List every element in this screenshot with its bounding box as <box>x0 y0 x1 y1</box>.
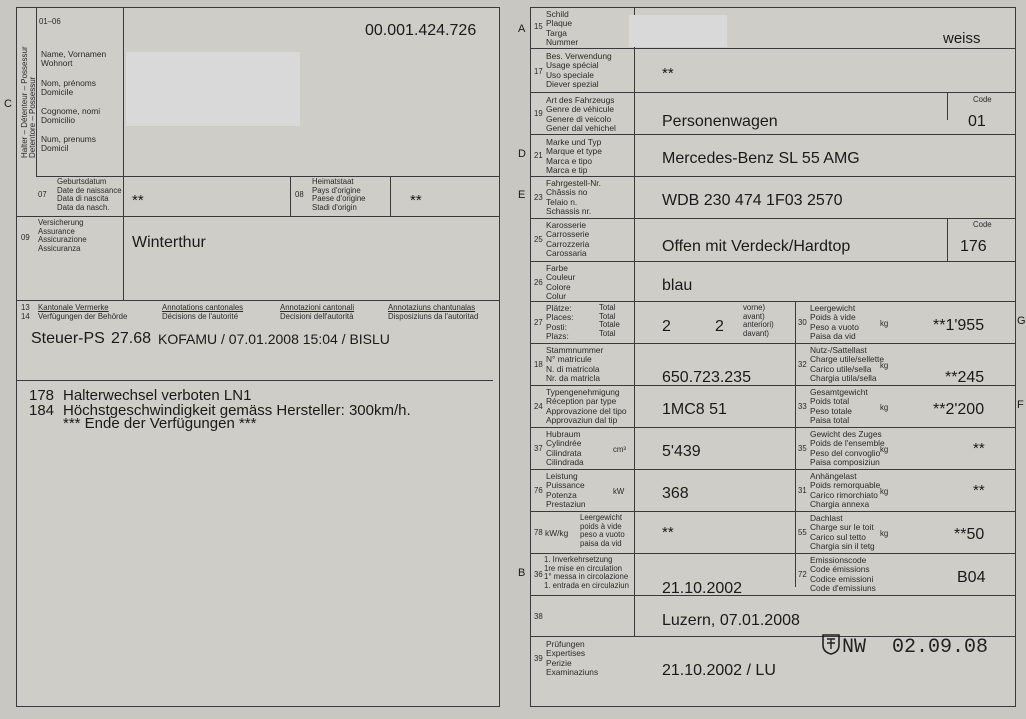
field-39-number: 39 <box>534 654 543 663</box>
field-35-unit: kg <box>880 445 889 454</box>
body-type-code: 176 <box>960 238 987 255</box>
margin-letter-a: A <box>518 23 526 35</box>
field-25-label: Karosserie Carrosserie Carrozzeria Carossaria <box>546 220 590 259</box>
line-37 <box>531 427 1015 428</box>
field-72-label: Emissionscode Code émissions Codice emissioni Code d'emissiuns <box>810 555 876 594</box>
field-30-label: Leergewicht Poids à vide Peso a vuoto Paisa da vid <box>810 303 859 342</box>
field-33-number: 33 <box>798 402 807 411</box>
field-76-number: 76 <box>534 486 543 495</box>
field-55-number: 55 <box>798 528 807 537</box>
field-07-label: Geburtsdatum Date de naissance Data di nascita Data da nasch. <box>57 177 122 212</box>
stamp-canton: NW <box>842 636 867 659</box>
color-value: blau <box>662 277 693 294</box>
margin-letter-e: E <box>518 189 526 201</box>
margin-letter-b: B <box>518 567 526 579</box>
holder-label-rm: Num, prenums Domicil <box>41 134 96 154</box>
field-33-label: Gesamtgewicht Poids total Peso totale Paisa total <box>810 387 868 426</box>
tax-hp-value: 27.68 <box>111 330 152 347</box>
authority-decisions-de: Verfügungen der Behörde <box>38 312 128 321</box>
field-31-unit: kg <box>880 487 889 496</box>
cantonal-notes-rm: Annotaziuns chantunalas <box>388 303 476 312</box>
field-17-number: 17 <box>534 67 543 76</box>
line-36 <box>531 553 1015 554</box>
field-27-total-label: Total Total Totale Total <box>599 303 620 338</box>
field-55-unit: kg <box>880 529 889 538</box>
trailer-load-value: ** <box>973 482 985 499</box>
code-25-divider <box>947 218 948 261</box>
field-15-label: Schild Plaque Targa Nummer <box>546 9 579 48</box>
field-78-label: Leergewicht poids à vide peso a vuoto paisa da vid <box>580 513 625 548</box>
field-07-value: ** <box>132 192 144 209</box>
plate-color-value: weiss <box>943 30 981 47</box>
roof-load-value: **50 <box>954 526 985 543</box>
special-use-value: ** <box>662 65 674 82</box>
empty-weight-value: **1'955 <box>933 317 985 334</box>
type-approval-value: 1MC8 51 <box>662 401 727 418</box>
field-01-06-label: 01–06 <box>39 17 61 26</box>
rule-184-code: 184 <box>29 402 55 419</box>
field-26-number: 26 <box>534 278 543 287</box>
code-19-divider <box>947 92 948 120</box>
field-31-label: Anhängelast Poids remorquable Carico rimorchiato Chargia annexa <box>810 471 881 510</box>
rule-178-text: Halterwechsel verboten LN1 <box>63 387 252 404</box>
field-31-number: 31 <box>798 486 807 495</box>
payload-value: **245 <box>945 369 985 386</box>
margin-letter-g: G <box>1017 315 1026 327</box>
displacement-value: 5'439 <box>662 443 701 460</box>
field-17-label: Bes. Verwendung Usage spécial Uso speciale Diever spezial <box>546 51 612 90</box>
line-18 <box>531 343 1015 344</box>
issue-place-date-value: Luzern, 07.01.2008 <box>662 612 800 629</box>
insurance-value: Winterthur <box>132 234 206 251</box>
field-21-number: 21 <box>534 151 543 160</box>
field-19-number: 19 <box>534 109 543 118</box>
field-37-label: Hubraum Cylindrée Cilindrata Cilindrada <box>546 429 584 468</box>
field-38-number: 38 <box>534 612 543 621</box>
seats-total-value: 2 <box>662 318 671 335</box>
stamp-date: 02.09.08 <box>892 636 989 659</box>
power-weight-value: ** <box>662 524 674 541</box>
line-25 <box>531 218 1015 219</box>
label-column-divider-right <box>634 8 635 636</box>
field-72-number: 72 <box>798 570 807 579</box>
field-32-label: Nutz-/Sattellast Charge utile/sellette Carico utile/sella Chargia utila/sella <box>810 345 885 384</box>
field-37-unit: cm³ <box>613 445 626 454</box>
vehicle-type-code: 01 <box>968 113 986 130</box>
redacted-plate-number <box>629 15 727 47</box>
vehicle-type-code-label: Code <box>973 95 992 104</box>
vehicle-type-value: Personenwagen <box>662 113 778 130</box>
holder-label-fr: Nom, prénoms Domicile <box>41 78 96 98</box>
field-23-number: 23 <box>534 193 543 202</box>
body-type-code-label: Code <box>973 220 992 229</box>
field-30-number: 30 <box>798 318 807 327</box>
field-24-number: 24 <box>534 402 543 411</box>
chassis-number-value: WDB 230 474 1F03 2570 <box>662 192 843 209</box>
field-18-label: Stammnummer N° matricule N. di matricola Nr. da matricla <box>546 345 604 384</box>
field-09-label: Versicherung Assurance Assicurazione Assicuranza <box>38 218 87 253</box>
serial-number: 00.001.424.726 <box>365 22 477 39</box>
rule-178-code: 178 <box>29 387 55 404</box>
margin-letter-f: F <box>1017 399 1024 411</box>
redacted-holder-name <box>126 52 300 126</box>
field-35-label: Gewicht des Zuges Poids de l'ensemble Peso del convoglio Paisa composiziun <box>810 429 885 468</box>
margin-letter-c: C <box>4 98 12 110</box>
field-32-number: 32 <box>798 360 807 369</box>
body-type-value: Offen mit Verdeck/Hardtop <box>662 238 851 255</box>
field-25-number: 25 <box>534 235 543 244</box>
emission-code-value: B04 <box>957 569 986 586</box>
inspection-value: 21.10.2002 / LU <box>662 662 776 679</box>
field-24-label: Typengenehmigung Réception par type Approvazione del tipo Approvaziun dal tip <box>546 387 627 426</box>
end-of-rulings: *** Ende der Verfügungen *** <box>63 415 257 432</box>
holder-label-it: Cognome, nomi Domicilio <box>41 106 101 126</box>
rule-184-text: Höchstgeschwindigkeit gemäss Hersteller: 300km/h. <box>63 402 411 419</box>
authority-decisions-fr: Décisions de l'autorité <box>162 312 239 321</box>
line-27 <box>531 301 1015 302</box>
field-08-label: Heimatstaat Pays d'origine Paese d'origine Stadi d'origin <box>312 177 366 212</box>
line-19 <box>531 92 1015 93</box>
field-18-number: 18 <box>534 360 543 369</box>
holder-side-label: Halter – Détenteur – Possessur <box>20 46 29 158</box>
field-36-label: 1. Inverkehrsetzung 1re mise en circulation 1° messa in circolazione 1. entrada en circulaziun <box>544 555 629 590</box>
line-24 <box>531 385 1015 386</box>
line-17 <box>531 48 1015 49</box>
field-39-label: Prüfungen Expertises Perizie Examinaziuns <box>546 639 599 678</box>
cantonal-notes-de: Kantonale Vermerke <box>38 303 109 312</box>
divider-08-value <box>390 176 391 216</box>
field-08-number: 08 <box>295 190 304 199</box>
line-78 <box>531 511 1015 512</box>
line-21 <box>531 134 1015 135</box>
field-36-number: 36 <box>534 570 543 579</box>
field-15-number: 15 <box>534 22 543 31</box>
divider-09 <box>17 216 499 217</box>
divider-rules <box>17 380 493 381</box>
first-registration-value: 21.10.2002 <box>662 580 743 597</box>
field-14-number: 14 <box>21 312 30 321</box>
field-32-unit: kg <box>880 361 889 370</box>
field-78-kw-label: kW/kg <box>545 528 569 538</box>
left-page <box>16 7 500 707</box>
field-76-unit: kW <box>613 487 625 496</box>
field-19-label: Art des Fahrzeugs Genre de véhicule Genere di veicolo Gener dal vehichel <box>546 95 616 134</box>
line-26 <box>531 261 1015 262</box>
train-weight-value: ** <box>973 440 985 457</box>
field-08-value: ** <box>410 192 422 209</box>
cantonal-notes-it: Annotazioni cantonali <box>280 303 355 312</box>
cantonal-notes-fr: Annotations cantonales <box>162 303 244 312</box>
field-33-unit: kg <box>880 403 889 412</box>
line-38 <box>531 595 1015 596</box>
authority-decisions-it: Decisioni dell'autorità <box>280 312 354 321</box>
field-27-label: Plätze: Places: Posti: Plazs: <box>546 303 574 342</box>
field-13-number: 13 <box>21 303 30 312</box>
authority-decisions-rm: Disposiziuns da l'autoritad <box>388 312 479 321</box>
field-76-label: Leistung Puissance Potenza Prestaziun <box>546 471 586 510</box>
make-model-value: Mercedes-Benz SL 55 AMG <box>662 150 860 167</box>
field-30-unit: kg <box>880 319 889 328</box>
field-09-number: 09 <box>21 233 30 242</box>
field-23-label: Fahrgestell-Nr. Châssis no Telaio n. Schassis nr. <box>546 178 601 217</box>
kofamu-line: KOFAMU / 07.01.2008 15:04 / BISLU <box>158 331 390 347</box>
holder-label-de: Name, Vornamen Wohnort <box>41 49 107 69</box>
field-78-number: 78 <box>534 528 543 537</box>
matriculation-number-value: 650.723.235 <box>662 369 751 386</box>
canton-crest-icon <box>821 633 841 655</box>
right-page <box>530 7 1016 707</box>
field-27-number: 27 <box>534 318 543 327</box>
field-21-label: Marke und Typ Marque et type Marca e tipo Marca e tip <box>546 137 602 176</box>
tax-hp-label: Steuer-PS <box>31 330 105 347</box>
field-26-label: Farbe Couleur Colore Colur <box>546 263 576 302</box>
total-weight-value: **2'200 <box>933 401 985 418</box>
seats-front-value: 2 <box>715 318 724 335</box>
field-37-number: 37 <box>534 444 543 453</box>
seats-front-label: vorne) avant) anteriori) davant) <box>743 303 774 338</box>
holder-side-label-2: Detentore – Possessur <box>28 76 37 158</box>
field-07-number: 07 <box>38 190 47 199</box>
line-76 <box>531 469 1015 470</box>
divider-13 <box>17 300 499 301</box>
field-55-label: Dachlast Charge sur le toit Carico sul tetto Chargia sin il tetg <box>810 513 875 552</box>
divider-07-08 <box>290 176 291 216</box>
line-23 <box>531 176 1015 177</box>
margin-letter-d: D <box>518 148 526 160</box>
power-value: 368 <box>662 485 689 502</box>
label-column-divider <box>123 8 124 300</box>
field-35-number: 35 <box>798 444 807 453</box>
